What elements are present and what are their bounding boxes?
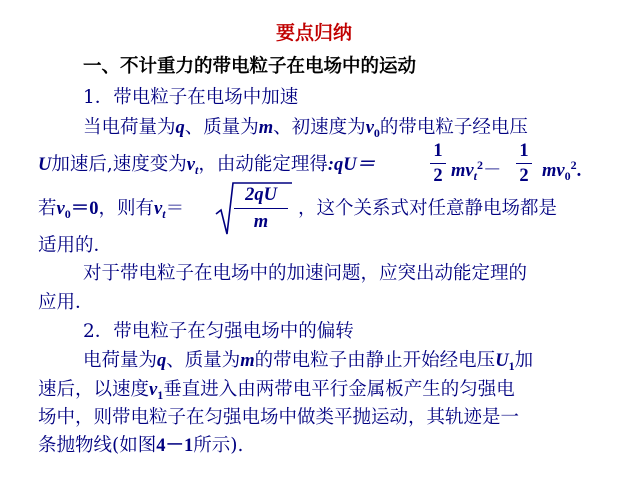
paragraph-2-line-1: 对于带电粒子在电场中的加速问题，应突出动能定理的 — [83, 263, 528, 284]
fraction-bar — [516, 163, 532, 164]
text-span: 、初速度为 — [273, 117, 366, 138]
fraction-denominator: 2 — [433, 166, 443, 186]
symbol-v1: v — [149, 380, 158, 400]
paragraph-3-line-2 — [38, 378, 515, 407]
fraction-one-half-1 — [430, 140, 446, 187]
fraction-one-half-2 — [516, 140, 532, 187]
sqrt-fraction-bar — [234, 208, 288, 209]
symbol-U1: U — [495, 351, 509, 371]
fraction-numerator: 1 — [519, 141, 529, 161]
text-span: ，由动能定理得 — [198, 154, 328, 175]
sqrt-denominator: m — [253, 212, 269, 232]
text-span: 若 — [38, 198, 57, 219]
equals-sign: ＝ — [165, 198, 185, 219]
paragraph-1-line-2 — [38, 153, 375, 182]
figure-number: 4－1 — [156, 436, 194, 456]
text-span: ，则有 — [98, 198, 155, 219]
subscript-t: t — [473, 169, 477, 183]
subsection-heading-1: 1．带电粒子在电场中加速 — [83, 87, 299, 108]
text-span: 的带电粒子经电压 — [379, 117, 528, 138]
paragraph-3-line-1 — [83, 349, 533, 378]
symbol-q: q — [157, 351, 167, 371]
text-span: 所示). — [193, 435, 244, 456]
text-span: 速后，以速度 — [38, 379, 150, 400]
paragraph-1-line-2-term-2 — [542, 153, 581, 188]
square-root-content — [234, 180, 288, 233]
subscript-t: t — [162, 207, 166, 221]
paragraph-1-line-4: 适用的． — [38, 235, 113, 256]
text-span: 、质量为 — [184, 117, 259, 138]
symbol-m: m — [240, 351, 255, 371]
paragraph-3-line-3: 场中，则带电粒子在匀强电场中做类平抛运动，其轨迹是一 — [38, 407, 520, 428]
text-span: 加速后,速度变为 — [51, 154, 187, 175]
symbol-q: q — [175, 118, 185, 138]
superscript-2: 2 — [476, 158, 483, 172]
paragraph-2-line-2: 应用． — [38, 292, 94, 313]
subscript-t: t — [194, 163, 199, 177]
text-span: 加 — [514, 350, 534, 371]
fraction-numerator: 1 — [433, 141, 443, 161]
paragraph-1-line-3-tail: ，这个关系式对任意静电场都是 — [298, 198, 558, 219]
symbol-mv0: mv — [542, 161, 565, 181]
symbol-vt: v — [186, 155, 195, 175]
fraction-bar — [430, 163, 446, 164]
subscript-0: 0 — [564, 169, 571, 183]
fraction-denominator: 2 — [519, 166, 529, 186]
text-span: 、质量为 — [166, 350, 241, 371]
paragraph-1-line-1 — [83, 116, 528, 145]
paragraph-1-line-3 — [38, 197, 184, 226]
period: . — [576, 161, 582, 181]
equation-qU: :qU＝ — [327, 155, 376, 175]
symbol-v0: v — [365, 118, 374, 138]
page-title: 要点归纳 — [276, 22, 353, 44]
minus-sign: － — [482, 160, 502, 181]
paragraph-3-line-4 — [38, 434, 243, 458]
subscript-1: 1 — [157, 388, 164, 402]
text-span: 条抛物线(如图 — [38, 435, 157, 456]
equals-zero: ＝0 — [70, 199, 99, 219]
superscript-2: 2 — [570, 158, 577, 172]
square-root-expression — [214, 180, 294, 238]
symbol-vt: v — [154, 199, 163, 219]
subscript-0: 0 — [373, 126, 380, 140]
subsection-heading-2: 2．带电粒子在匀强电场中的偏转 — [83, 321, 354, 342]
symbol-v0: v — [56, 199, 65, 219]
symbol-m: m — [258, 118, 274, 138]
subscript-0: 0 — [64, 207, 71, 221]
symbol-mvt: mv — [451, 161, 474, 181]
text-span: 的带电粒子由静止开始经电压 — [254, 350, 496, 371]
symbol-U: U — [38, 155, 52, 175]
text-span: 垂直进入由两带电平行金属板产生的匀强电 — [163, 379, 515, 400]
subscript-1: 1 — [508, 359, 515, 373]
section-heading: 一、不计重力的带电粒子在电场中的运动 — [83, 56, 417, 77]
paragraph-1-line-2-term-1 — [451, 153, 501, 188]
text-span: 电荷量为 — [83, 350, 158, 371]
sqrt-numerator: 2qU — [245, 185, 277, 205]
text-span: 当电荷量为 — [83, 117, 176, 138]
